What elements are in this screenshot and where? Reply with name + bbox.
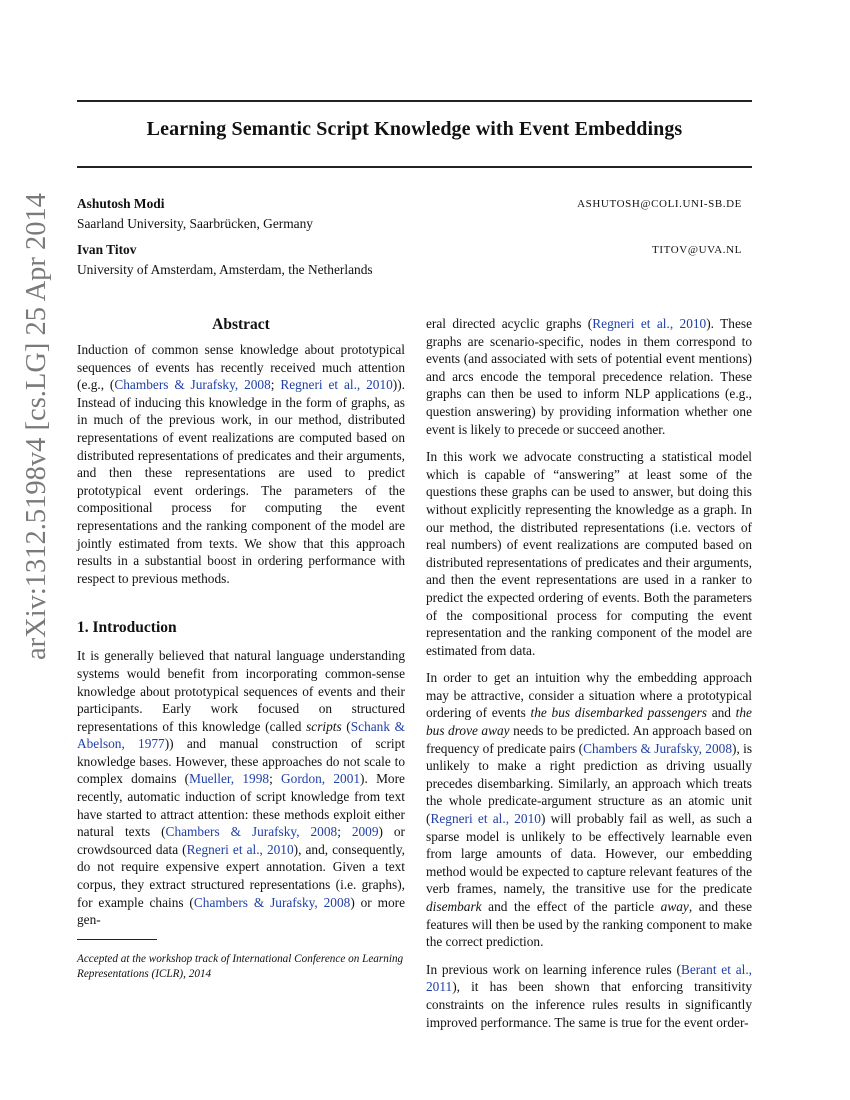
title-rule-bottom [77, 166, 752, 168]
left-column [77, 315, 405, 982]
author-name: Ivan Titov [77, 242, 137, 257]
author-email[interactable]: TITOV@UVA.NL [652, 244, 742, 256]
author-block [77, 194, 752, 234]
body-paragraph: In previous work on learning inference rules (Berant et al., 2011), it has been shown that enforcing transitivity constraints on the inference rules results in significantly improved performance. The same is true for the event order- [426, 961, 753, 1030]
citation-link[interactable]: Schank & Abelson, 1977 [77, 718, 406, 752]
abstract-heading: Abstract [212, 316, 270, 333]
citation-link[interactable]: Regneri et al., 2010 [280, 377, 393, 393]
citation-link[interactable]: Gordon, 2001 [281, 771, 361, 787]
citation-link[interactable]: Mueller, 1998 [189, 771, 270, 787]
citation-link[interactable]: Regneri et al., 2010 [186, 841, 294, 857]
introduction-heading: 1. Introduction [77, 619, 177, 637]
citation-link[interactable]: Regneri et al., 2010 [592, 316, 707, 331]
paper-title: Learning Semantic Script Knowledge with Event Embeddings [146, 118, 683, 140]
citation-link[interactable]: Berant et al., 2011 [426, 961, 753, 995]
body-paragraph: eral directed acyclic graphs (Regneri et al., 2010). These graphs are scenario-specific, nodes in them correspond to events (and associated with sets of potential event mentions) and arcs encode the temporal precedence relation. These graphs can then be used to inform NLP applications (e.g., question answering) by providing information whether one event is likely to precede or succeed another. [426, 316, 752, 437]
citation-link[interactable]: Chambers & Jurafsky, 2008 [165, 824, 338, 840]
citation-link[interactable]: Regneri et al., 2010 [430, 811, 541, 827]
citation-link[interactable]: Chambers & Jurafsky, 2008 [193, 894, 351, 910]
citation-link[interactable]: 2009 [351, 824, 379, 840]
body-paragraph: In this work we advocate constructing a statistical model which is capable of “answering” at least some of the questions these graphs can be used to answer, but doing this without explicitly representing the knowledge as a graph. In our method, the distributed representations (i.e. vectors of real numbers) of event realizations are computed based on distributed representations of predicates and their arguments, and then the event representations are used in a ranker to predict the expected ordering of events. Both the parameters of the compositional process for computing the event representation and the ranking component of the model are estimated from data. [426, 449, 752, 658]
right-column [426, 315, 752, 1041]
author-name: Ashutosh Modi [77, 196, 165, 211]
author-affiliation: University of Amsterdam, Amsterdam, the Netherlands [77, 262, 373, 277]
body-paragraph: In order to get an intuition why the embedding approach may be attractive, consider a situation where a prototypical ordering of events the bus disembarked passengers and the bus drove away needs to be predicted. An approach based on frequency of predicate pairs (Chambers & Jurafsky, 2008), is unlikely to make a right prediction as driving usually precedes disembarking. Similarly, an approach which treats the whole predicate-argument structure as an atomic unit (Regneri et al., 2010) will probably fail as well, as such a sparse model is unlikely to be effectively learnable even from large amounts of data. However, our embedding method would be expected to capture relevant features of the verb frames, namely, the transitive use for the predicate disembark and the effect of the particle away, and these features will then be used by the ranking component to make the correct prediction. [426, 670, 753, 950]
abstract-text: Induction of common sense knowledge about prototypical sequences of events has recently received much attention (e.g., (Chambers & Jurafsky, 2008; Regneri et al., 2010)). Instead of inducing this knowledge in the form of graphs, as in much of the previous work, in our method, distributed representations of event realizations are computed based on distributed representations of predicates and their arguments, and then these representations are used to predict prototypical event orderings. The parameters of the compositional process for computing the event representations and the ranking component of the model are jointly estimated from texts. We show that this approach results in a substantial boost in ordering performance with respect to previous methods. [77, 342, 406, 586]
arxiv-identifier: arXiv:1312.5198v4 [cs.LG] 25 Apr 2014 [21, 192, 52, 660]
footnote: Accepted at the workshop track of International Conference on Learning Representations (ICLR), 2014 [77, 952, 404, 980]
title-rule-top [77, 100, 752, 102]
citation-link[interactable]: Chambers & Jurafsky, 2008 [114, 377, 271, 393]
footnote-rule [77, 939, 157, 940]
citation-link[interactable]: Chambers & Jurafsky, 2008 [583, 740, 732, 756]
author-affiliation: Saarland University, Saarbrücken, Germany [77, 216, 313, 231]
introduction-paragraph: It is generally believed that natural language understanding systems would benefit from incorporating common-sense knowledge about prototypical sequences of events and their participants. Early work focused on structured representations of this knowledge (called scripts (Schank & Abelson, 1977)) and manual construction of script knowledge bases. However, these approaches do not scale to complex domains (Mueller, 1998; Gordon, 2001). More recently, automatic induction of script knowledge from text have started to attract attention: these methods exploit either natural texts (Chambers & Jurafsky, 2008; 2009) or crowdsourced data (Regneri et al., 2010), and, consequently, do not require expensive expert annotation. Given a text corpus, they extract structured representations (i.e. graphs), for example chains (Chambers & Jurafsky, 2008) or more gen- [77, 648, 406, 928]
author-block [77, 240, 752, 280]
author-email[interactable]: ASHUTOSH@COLI.UNI-SB.DE [577, 198, 742, 210]
